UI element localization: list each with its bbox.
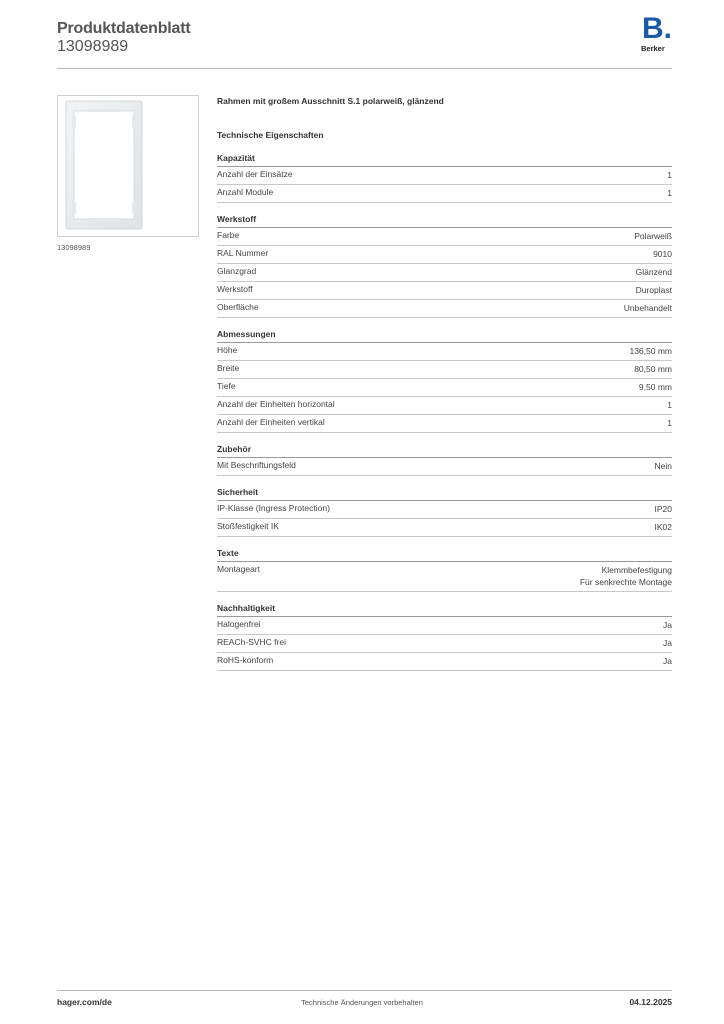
spec-section — [217, 487, 672, 537]
spec-label: Tiefe — [217, 381, 236, 391]
image-caption: 13098989 — [57, 243, 91, 252]
spec-value-line: 1 — [667, 418, 672, 428]
spec-value — [655, 460, 672, 472]
footer-date: 04.12.2025 — [629, 997, 672, 1007]
spec-value — [629, 345, 672, 357]
spec-value-line: 1 — [667, 188, 672, 198]
spec-value-line: Klemmbefestigung — [601, 565, 672, 575]
section-title: Sicherheit — [217, 487, 672, 501]
spec-section — [217, 214, 672, 318]
spec-row — [217, 300, 672, 318]
spec-value — [624, 302, 672, 314]
spec-value-line: Nein — [654, 461, 672, 471]
spec-value — [634, 230, 672, 242]
spec-label: Anzahl der Einheiten horizontal — [217, 399, 335, 409]
spec-value-line: IK02 — [654, 522, 672, 532]
spec-value — [634, 363, 672, 375]
product-name: Rahmen mit großem Ausschnitt S.1 polarweiß, glänzend — [217, 96, 444, 106]
spec-section — [217, 444, 672, 476]
product-number: 13098989 — [57, 38, 129, 55]
spec-label: Halogenfrei — [217, 619, 261, 629]
spec-row — [217, 635, 672, 653]
header-divider — [57, 68, 672, 69]
spec-value-line: Ja — [663, 656, 672, 666]
spec-label: Oberfläche — [217, 302, 259, 312]
spec-row — [217, 617, 672, 635]
spec-value — [655, 521, 673, 533]
spec-value — [636, 284, 672, 296]
spec-label: Anzahl der Einheiten vertikal — [217, 417, 325, 427]
spec-value — [663, 637, 672, 649]
spec-row — [217, 343, 672, 361]
product-image — [57, 95, 199, 237]
spec-label: Breite — [217, 363, 240, 373]
spec-value — [655, 503, 673, 515]
tech-heading: Technische Eigenschaften — [217, 130, 324, 140]
spec-label: Anzahl Module — [217, 187, 274, 197]
footer-divider — [57, 990, 672, 991]
spec-row — [217, 653, 672, 671]
frame-illustration — [58, 96, 198, 236]
spec-label: IP-Klasse (Ingress Protection) — [217, 503, 330, 513]
spec-row — [217, 562, 672, 592]
spec-content — [217, 96, 672, 671]
spec-label: Stoßfestigkeit IK — [217, 521, 279, 531]
spec-row — [217, 415, 672, 433]
spec-value-line: Duroplast — [635, 285, 672, 295]
spec-value-line: Glänzend — [635, 267, 672, 277]
spec-value — [639, 381, 672, 393]
spec-value-line: Für senkrechte Montage — [579, 577, 672, 587]
spec-row — [217, 361, 672, 379]
spec-value-line: 1 — [667, 170, 672, 180]
spec-value — [580, 564, 672, 588]
section-title: Texte — [217, 548, 672, 562]
spec-label: Anzahl der Einsätze — [217, 169, 293, 179]
spec-row — [217, 458, 672, 476]
spec-row — [217, 264, 672, 282]
logo-letter: B. — [642, 12, 672, 45]
spec-section — [217, 603, 672, 671]
spec-row — [217, 519, 672, 537]
spec-row — [217, 379, 672, 397]
spec-value-line: Polarweiß — [634, 231, 672, 241]
spec-label: RAL Nummer — [217, 248, 269, 258]
spec-label: RoHS-konform — [217, 655, 274, 665]
spec-value — [653, 248, 672, 260]
spec-value — [667, 169, 672, 181]
spec-value-line: IP20 — [654, 504, 672, 514]
berker-logo — [640, 12, 676, 54]
spec-section — [217, 153, 672, 203]
spec-value-line: 80,50 mm — [634, 364, 672, 374]
spec-value-line: 1 — [667, 400, 672, 410]
spec-value-line: Unbehandelt — [623, 303, 672, 313]
spec-label: Farbe — [217, 230, 240, 240]
spec-label: Glanzgrad — [217, 266, 257, 276]
section-title: Abmessungen — [217, 329, 672, 343]
section-title: Kapazität — [217, 153, 672, 167]
logo-name: Berker — [641, 44, 665, 53]
document-title: Produktdatenblatt — [57, 20, 191, 37]
spec-label: Höhe — [217, 345, 238, 355]
spec-value — [667, 417, 672, 429]
footer-website[interactable]: hager.com/de — [57, 997, 112, 1007]
spec-sections — [217, 153, 672, 671]
spec-value-line: 136,50 mm — [629, 346, 672, 356]
spec-label: Montageart — [217, 564, 260, 574]
spec-value-line: Ja — [663, 638, 672, 648]
spec-value — [636, 266, 672, 278]
spec-value-line: 9010 — [653, 249, 672, 259]
spec-row — [217, 501, 672, 519]
spec-row — [217, 397, 672, 415]
spec-value — [663, 619, 672, 631]
spec-label: Mit Beschriftungsfeld — [217, 460, 296, 470]
spec-section — [217, 548, 672, 592]
section-title: Nachhaltigkeit — [217, 603, 672, 617]
spec-row — [217, 228, 672, 246]
spec-row — [217, 246, 672, 264]
spec-row — [217, 167, 672, 185]
spec-value-line: 9,50 mm — [638, 382, 672, 392]
spec-section — [217, 329, 672, 433]
spec-row — [217, 282, 672, 300]
spec-value-line: Ja — [663, 620, 672, 630]
spec-label: REACh-SVHC frei — [217, 637, 286, 647]
spec-row — [217, 185, 672, 203]
footer-note: Technische Änderungen vorbehalten — [301, 998, 423, 1007]
spec-label: Werkstoff — [217, 284, 253, 294]
spec-value — [667, 187, 672, 199]
spec-value — [663, 655, 672, 667]
section-title: Zubehör — [217, 444, 672, 458]
spec-value — [667, 399, 672, 411]
section-title: Werkstoff — [217, 214, 672, 228]
